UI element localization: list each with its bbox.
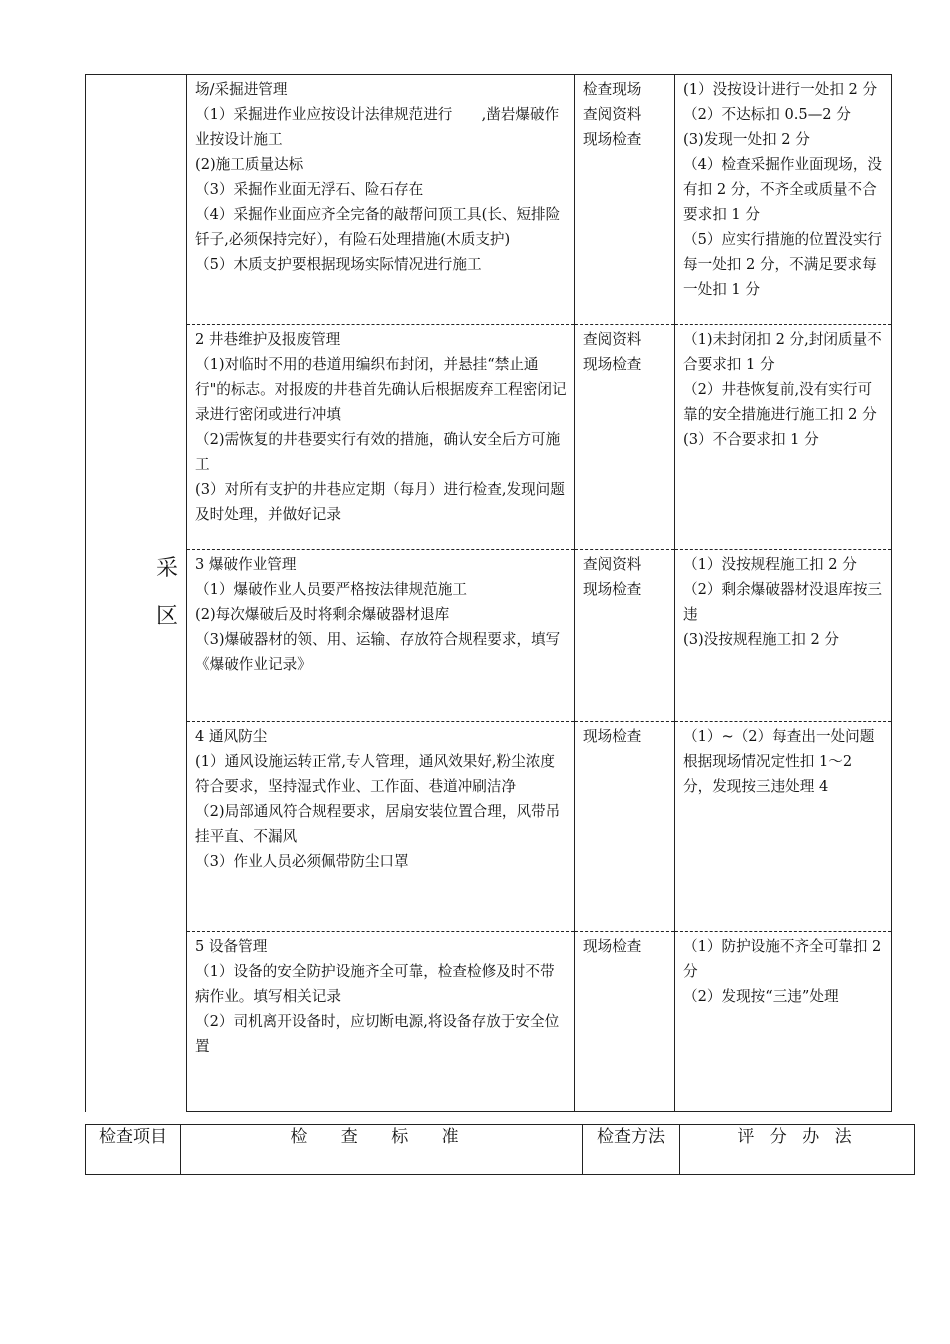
section-title: 3 爆破作业管理 xyxy=(195,556,297,573)
scoring-cell xyxy=(675,75,892,325)
scoring-line: (3)没按规程施工扣 2 分 xyxy=(683,631,839,648)
method-line: 查阅资料 xyxy=(583,556,642,573)
method-line: 现场检查 xyxy=(583,728,642,745)
standard-line: (1）通风设施运转正常,专人管理，通风效果好,粉尘浓度符合要求，坚持湿式作业、工作面、巷道冲刷洁净 xyxy=(195,753,555,795)
scoring-line: （2）剩余爆破器材没退库按三违 xyxy=(683,581,883,623)
standard-line: （3)爆破器材的领、用、运输、存放符合规程要求，填写《爆破作业记录》 xyxy=(195,631,561,673)
standard-line: （3）采掘作业面无浮石、险石存在 xyxy=(195,181,424,198)
scoring-line: （4）检查采掘作业面现场，没有扣 2 分，不齐全或质量不合要求扣 1 分 xyxy=(683,156,883,223)
scoring-line: （5）应实行措施的位置没实行每一处扣 2 分，不满足要求每一处扣 1 分 xyxy=(683,231,883,298)
scoring-line: （2）井巷恢复前,没有实行可靠的安全措施进行施工扣 2 分 xyxy=(683,381,877,423)
standard-cell xyxy=(187,932,575,1112)
method-line: 现场检查 xyxy=(583,581,642,598)
header-repeat-table xyxy=(85,1124,915,1175)
scoring-line: （2）发现按“三违”处理 xyxy=(683,988,839,1005)
table-row xyxy=(86,932,892,1112)
scoring-line: （1）防护设施不齐全可靠扣 2 分 xyxy=(683,938,882,980)
method-line: 现场检查 xyxy=(583,131,642,148)
scoring-cell xyxy=(675,550,892,722)
area-cell xyxy=(86,75,187,1112)
scoring-line: （1）没按规程施工扣 2 分 xyxy=(683,556,857,573)
method-line: 查阅资料 xyxy=(583,106,642,123)
table-row xyxy=(86,75,892,325)
standard-cell xyxy=(187,75,575,325)
scoring-line: （1）~（2）每查出一处问题根据现场情况定性扣 1～2 分，发现按三违处理 4 xyxy=(683,728,875,795)
standard-line: （1）爆破作业人员要严格按法律规范施工 xyxy=(195,581,467,598)
area-char: 采 xyxy=(155,556,178,582)
scoring-cell xyxy=(675,325,892,550)
section-title: 5 设备管理 xyxy=(195,938,268,955)
scoring-cell xyxy=(675,932,892,1112)
standard-line: （4）采掘作业面应齐全完备的敲帮问顶工具(长、短排险钎子,必须保持完好），有险石处理措施(木质支护) xyxy=(195,206,561,248)
scoring-cell xyxy=(675,722,892,932)
method-line: 查阅资料 xyxy=(583,331,642,348)
section-title: 4 通风防尘 xyxy=(195,728,268,745)
scoring-line: (1）没按设计进行一处扣 2 分 xyxy=(683,81,878,98)
table-row xyxy=(86,325,892,550)
area-char: 区 xyxy=(155,604,178,630)
method-cell xyxy=(575,932,675,1112)
standard-line: (2)施工质量达标 xyxy=(195,156,304,173)
section-title: 场/采掘进管理 xyxy=(195,81,288,98)
standard-line: （1)对临时不用的巷道用编织布封闭，并悬挂“禁止通行"的标志。对报废的井巷首先确认后根据废弃工程密闭记录进行密闭或进行冲填 xyxy=(195,356,567,423)
method-line: 现场检查 xyxy=(583,938,642,955)
standard-line: （2）司机离开设备时，应切断电源,将设备存放于安全位置 xyxy=(195,1013,560,1055)
scoring-line: （1)未封闭扣 2 分,封闭质量不合要求扣 1 分 xyxy=(683,331,882,373)
method-cell xyxy=(575,75,675,325)
column-header-scoring: 评 分 办 法 xyxy=(680,1125,915,1175)
table-row xyxy=(86,550,892,722)
method-cell xyxy=(575,550,675,722)
table-row xyxy=(86,722,892,932)
section-title: 2 井巷维护及报废管理 xyxy=(195,331,341,348)
column-header-item: 检查项目 xyxy=(86,1125,181,1175)
standard-line: (2)每次爆破后及时将剩余爆破器材退库 xyxy=(195,606,450,623)
column-header-standard: 检 查 标 准 xyxy=(181,1125,583,1175)
scoring-line: (3）不合要求扣 1 分 xyxy=(683,431,819,448)
scoring-line: （2）不达标扣 0.5—2 分 xyxy=(683,106,851,123)
standard-line: （2)需恢复的井巷要实行有效的措施，确认安全后方可施工 xyxy=(195,431,561,473)
method-cell xyxy=(575,325,675,550)
standard-line: （1）采掘进作业应按设计法律规范进行 ,凿岩爆破作业按设计施工 xyxy=(195,106,560,148)
standard-cell xyxy=(187,722,575,932)
standard-line: (3）对所有支护的井巷应定期（每月）进行检查,发现问题及时处理，并做好记录 xyxy=(195,481,565,523)
standard-line: （3）作业人员必须佩带防尘口罩 xyxy=(195,853,409,870)
column-header-method: 检查方法 xyxy=(583,1125,680,1175)
standard-line: （1）设备的安全防护设施齐全可靠，检查检修及时不带病作业。填写相关记录 xyxy=(195,963,555,1005)
method-cell xyxy=(575,722,675,932)
method-line: 现场检查 xyxy=(583,356,642,373)
inspection-table xyxy=(85,74,892,1112)
standard-line: （2)局部通风符合规程要求，居扇安装位置合理，风带吊挂平直、不漏风 xyxy=(195,803,561,845)
method-line: 检查现场 xyxy=(583,81,642,98)
scoring-line: (3)发现一处扣 2 分 xyxy=(683,131,810,148)
standard-line: （5）木质支护要根据现场实际情况进行施工 xyxy=(195,256,482,273)
standard-cell xyxy=(187,325,575,550)
standard-cell xyxy=(187,550,575,722)
table-row xyxy=(86,1125,915,1175)
